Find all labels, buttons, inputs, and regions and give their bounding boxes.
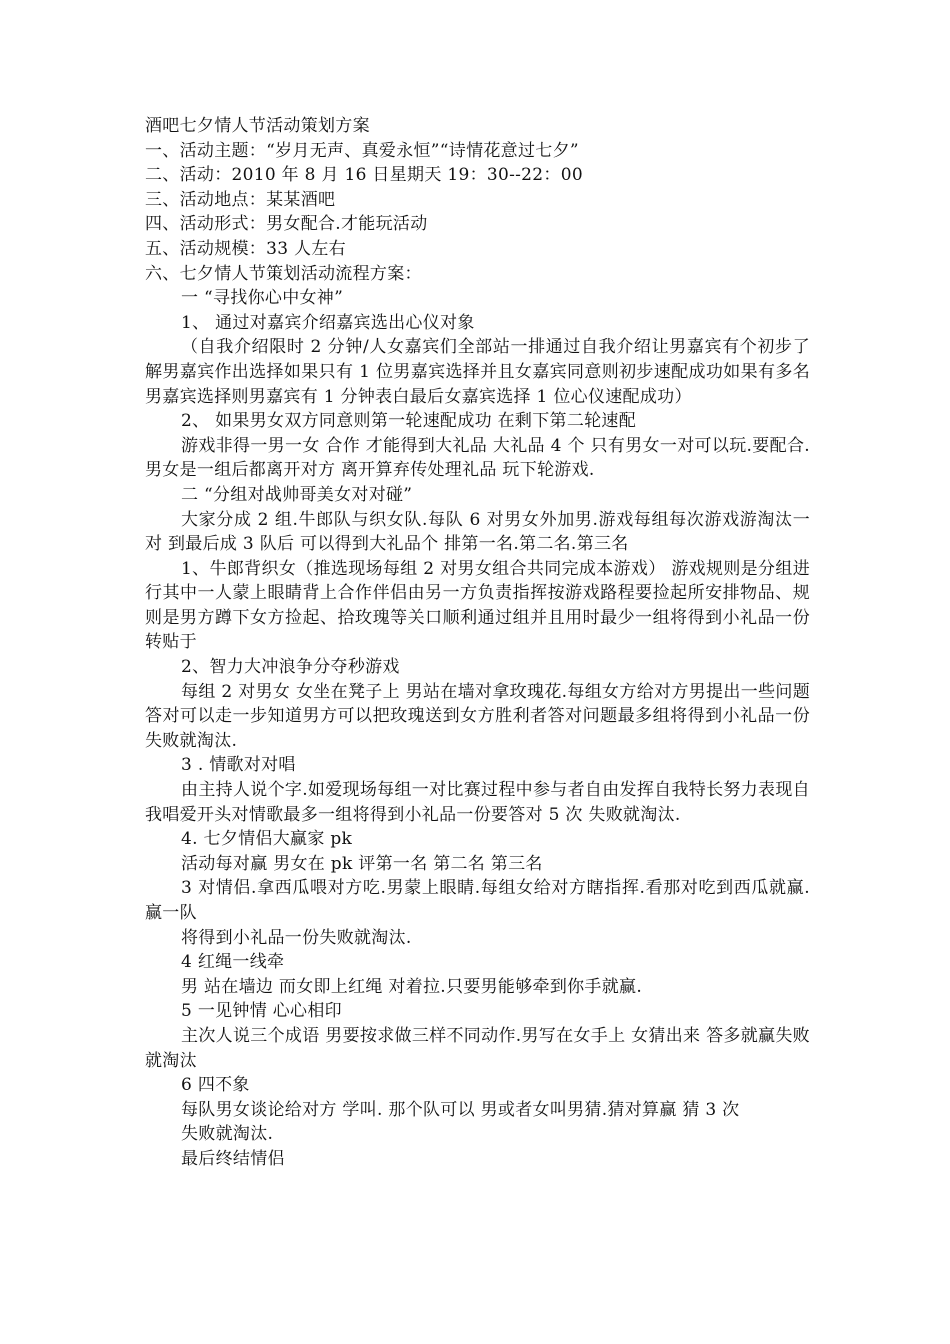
section-2-game-4-line-2: 3 对情侣.拿西瓜喂对方吃.男蒙上眼睛.每组女给对方瞎指挥.看那对吃到西瓜就赢.赢一队 — [145, 878, 810, 923]
section-1-item-2: 2、 如果男女双方同意则第一轮速配成功 在剩下第二轮速配 — [181, 411, 637, 432]
header-line-location: 三、活动地点：某某酒吧 — [145, 189, 336, 210]
section-2-game-7-line-1: 每队男女谈论给对方 学叫. 那个队可以 男或者女叫男猜.猜对算赢 猜 3 次 — [181, 1099, 740, 1120]
section-1-item-1-detail: （自我介绍限时 2 分钟/人女嘉宾们全部站一排通过自我介绍让男嘉宾有个初步了解男嘉宾作出选择如果只有 1 位男嘉宾选择并且女嘉宾同意则初步速配成功如果有多名男嘉宾选择则男嘉宾有 1 分钟表白最后女嘉宾选择 1 位心仪速配成功） — [145, 337, 810, 407]
section-2-intro: 大家分成 2 组.牛郎队与织女队.每队 6 对男女外加男.游戏每组每次游戏游淘汰一对 到最后成 3 队后 可以得到大礼品个 排第一名.第二名.第三名 — [145, 509, 810, 555]
section-1-item-2-detail: 游戏非得一男一女 合作 才能得到大礼品 大礼品 4 个 只有男女一对可以玩.要配合.男女是一组后都离开对方 离开算弃传处理礼品 玩下轮游戏. — [145, 435, 810, 481]
header-line-format: 四、活动形式：男女配合.才能玩活动 — [145, 214, 428, 235]
final-line: 最后终结情侣 — [181, 1148, 285, 1169]
section-2-game-5-title: 4 红绳一线牵 — [181, 952, 285, 973]
header-line-scale: 五、活动规模：33 人左右 — [145, 238, 346, 259]
header-line-flow: 六、七夕情人节策划活动流程方案： — [145, 263, 422, 284]
section-2-game-7-title: 6 四不象 — [181, 1075, 250, 1096]
section-2-game-2-title: 2、智力大冲浪争分夺秒游戏 — [181, 657, 400, 678]
header-line-theme: 一、活动主题：“岁月无声、真爱永恒”“诗情花意过七夕” — [145, 140, 579, 161]
section-2-game-7-line-2: 失败就淘汰. — [181, 1124, 274, 1145]
document-title: 酒吧七夕情人节活动策划方案 — [145, 116, 370, 136]
section-1-title: 一 “寻找你心中女神” — [181, 288, 344, 309]
section-2-game-4-line-1: 活动每对赢 男女在 pk 评第一名 第二名 第三名 — [181, 853, 543, 874]
section-2-game-2-detail: 每组 2 对男女 女坐在凳子上 男站在墙对拿玫瑰花.每组女方给对方男提出一些问题答对可以走一步知道男方可以把玫瑰送到女方胜利者答对问题最多组将得到小礼品一份失败就淘汰. — [145, 681, 810, 751]
section-2-game-3-title: 3 . 情歌对对唱 — [181, 755, 296, 776]
section-2-game-6-detail: 主次人说三个成语 男要按求做三样不同动作.男写在女手上 女猜出来 答多就赢失败就淘汰 — [145, 1025, 810, 1071]
section-2-title: 二 “分组对战帅哥美女对对碰” — [181, 484, 413, 505]
section-2-game-4-line-3: 将得到小礼品一份失败就淘汰. — [181, 927, 412, 948]
section-1-item-1: 1、 通过对嘉宾介绍嘉宾选出心仪对象 — [181, 312, 475, 333]
header-line-time: 二、活动：2010 年 8 月 16 日星期天 19：30--22：00 — [145, 165, 583, 186]
section-2-game-3-detail: 由主持人说个字.如爱现场每组一对比赛过程中参与者自由发挥自我特长努力表现自我唱爱开头对情歌最多一组将得到小礼品一份要答对 5 次 失败就淘汰. — [145, 780, 810, 825]
section-2-game-6-title: 5 一见钟情 心心相印 — [181, 1001, 342, 1022]
section-2-game-1: 1、牛郎背织女（推选现场每组 2 对男女组合共同完成本游戏） 游戏规则是分组进行其中一人蒙上眼睛背上合作伴侣由另一方负责指挥按游戏路程要捡起所安排物品、规则是男方蹲下女方捡起、拾玫瑰等关口顺利通过组并且用时最少一组将得到小礼品一份转贴于 — [145, 558, 810, 653]
section-2-game-5-detail: 男 站在墙边 而女即上红绳 对着拉.只要男能够牵到你手就赢. — [181, 976, 643, 997]
section-2-game-4-title: 4. 七夕情侣大赢家 pk — [181, 829, 353, 850]
document-page — [145, 114, 810, 1172]
